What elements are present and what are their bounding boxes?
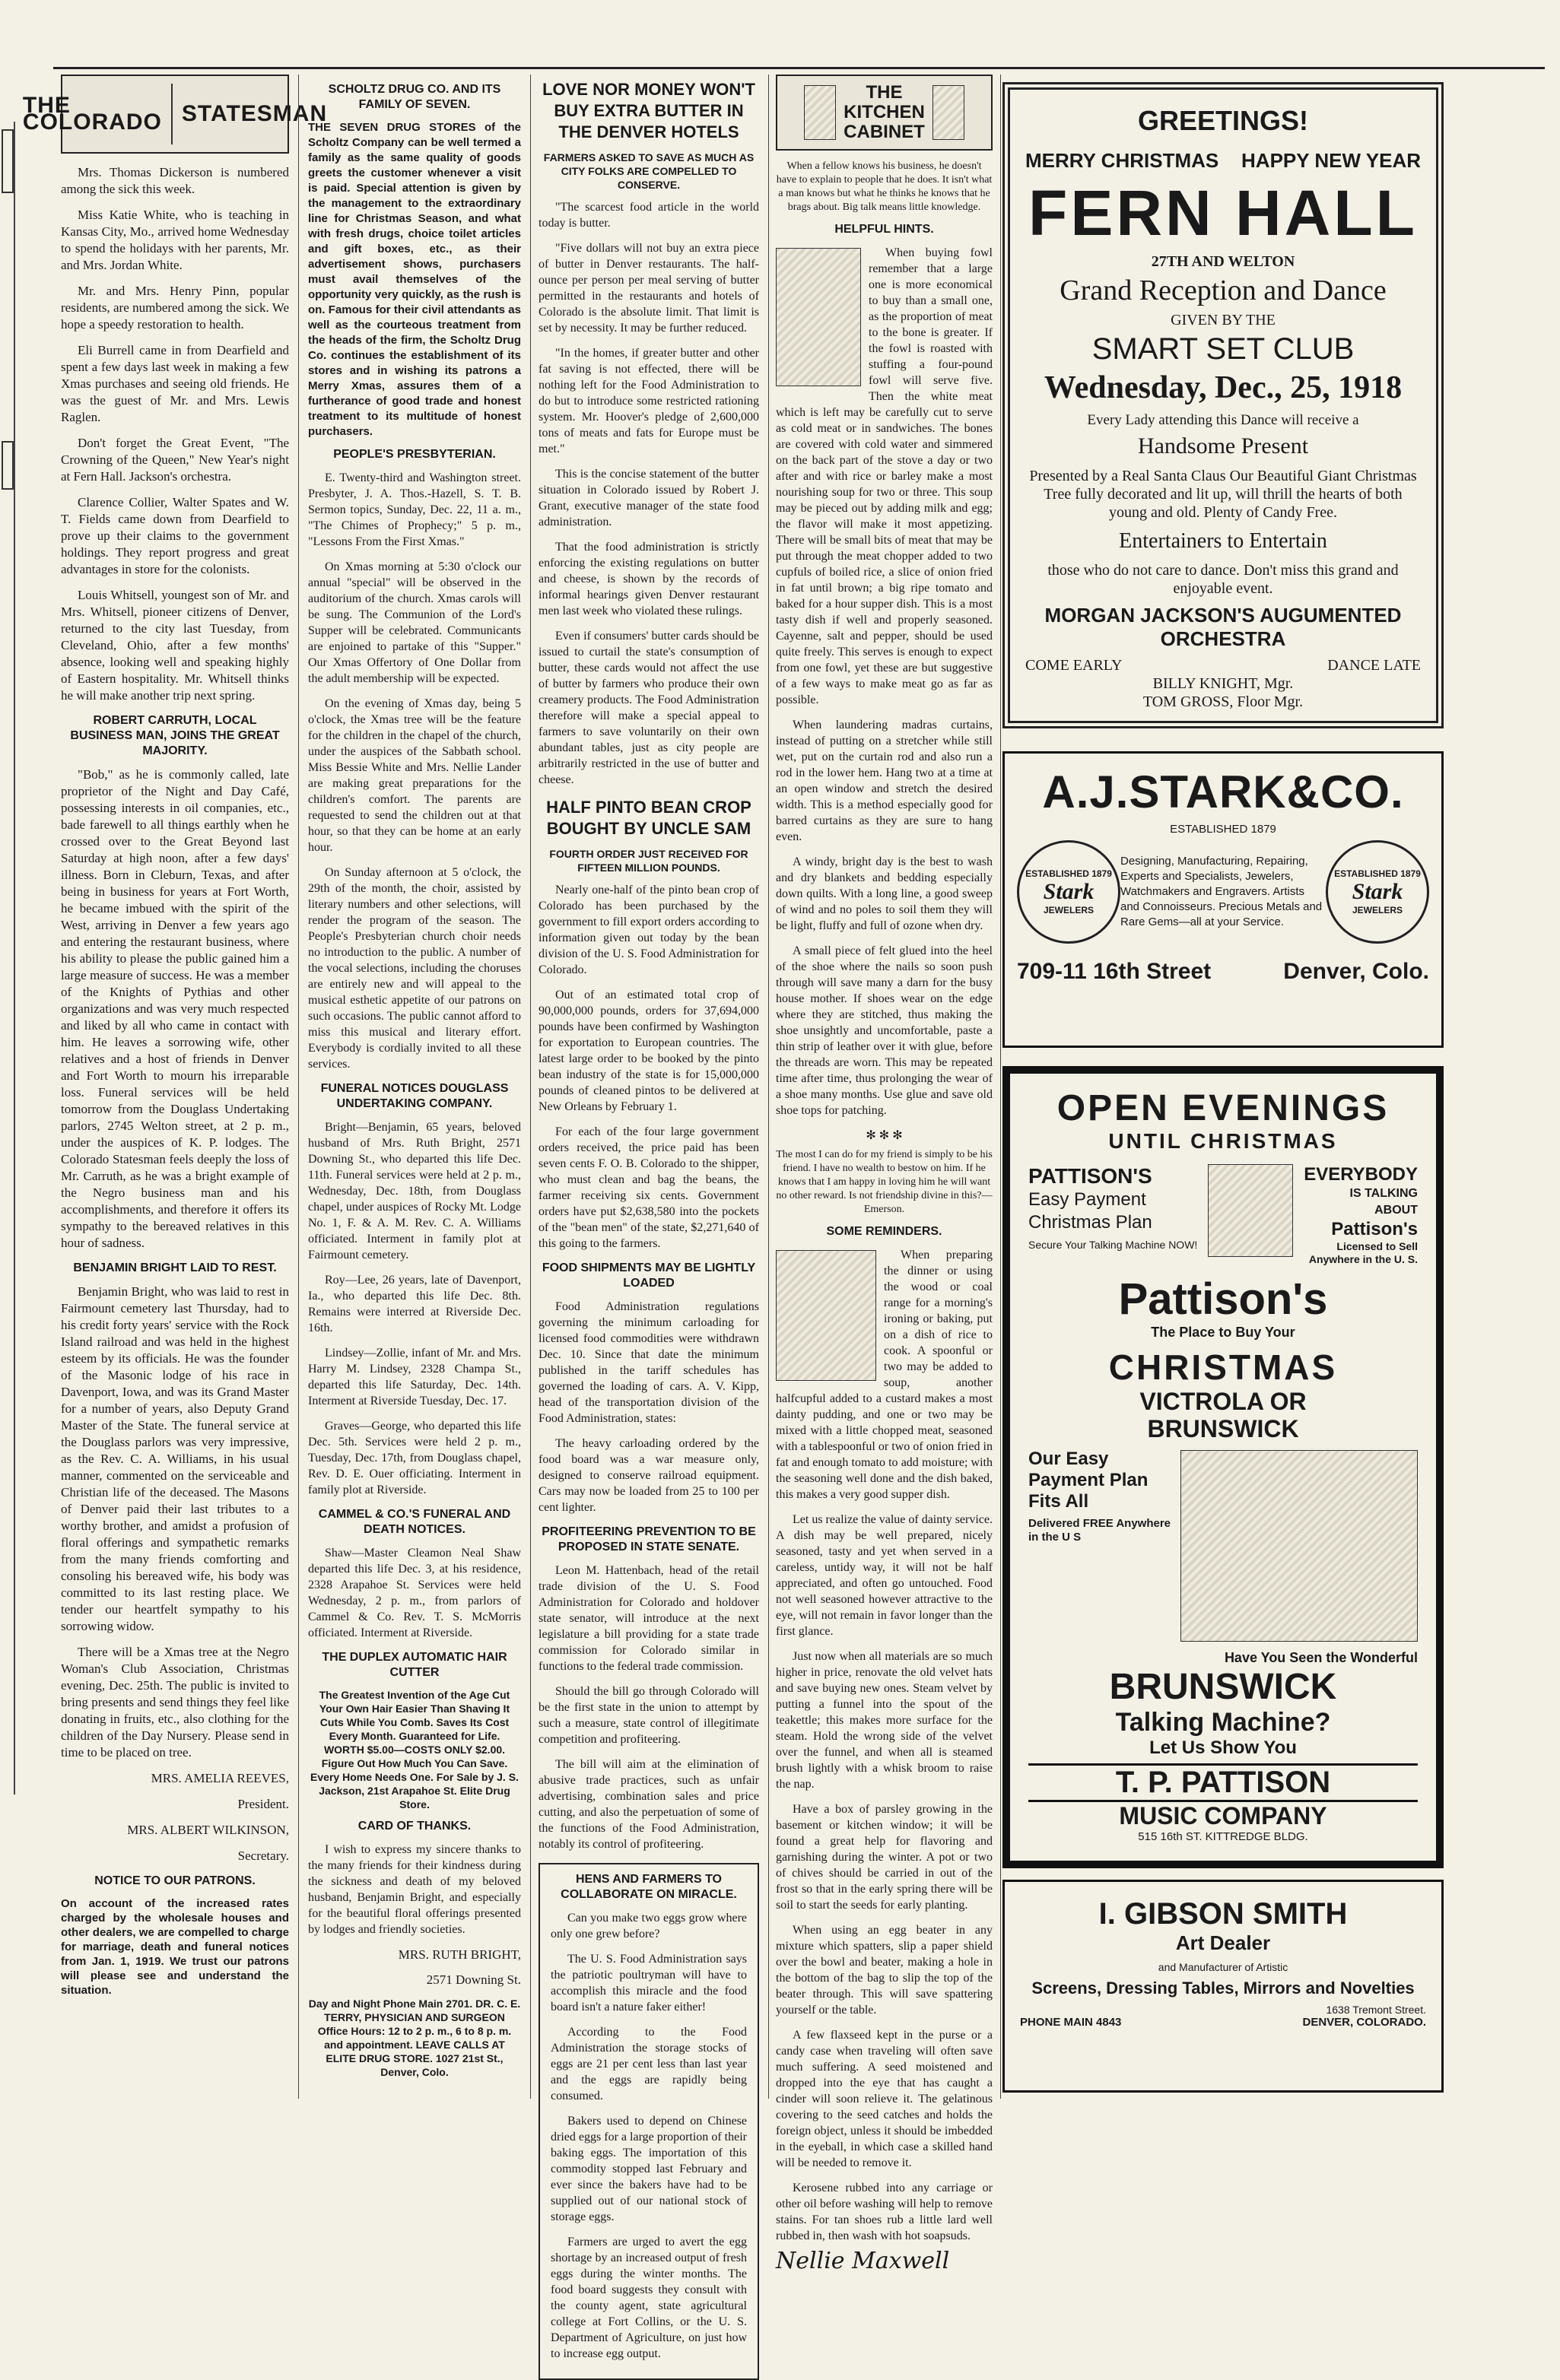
paragraph: "The scarcest food article in the world today is butter. (539, 201, 759, 230)
ad-talking-machine: Talking Machine? (1115, 1708, 1331, 1737)
paragraph: For each of the four large government orders received, the price paid has been seven cents F. O. B. Colorado to the shipper, who must clean and bag the beans, the farmer receiving six cents. Government orders have put $2,638,580 into the pockets of the "bean men" of the state, $2,271,640 of this going to the farmers. (539, 1125, 759, 1250)
ad-dance-late: DANCE LATE (1327, 657, 1421, 674)
paragraph: Lindsey—Zollie, infant of Mr. and Mrs. Harry M. Lindsey, 2328 Champa St., departed this life Saturday, Dec. 14th. Interment at Riverside Tuesday, Dec. 17. (308, 1347, 521, 1407)
ad-place: The Place to Buy Your (1151, 1325, 1295, 1340)
headline: PROFITEERING PREVENTION TO BE PROPOSED IN STATE SENATE. (542, 1525, 756, 1553)
signature-title: Secretary. (237, 1848, 289, 1863)
paragraph: Miss Katie White, who is teaching in Kansas City, Mo., arrived home Wednesday to spend the holidays with her parents, Mr. and Mrs. Jordan White. (61, 208, 289, 272)
ad-street: 1638 Tremont Street. (1326, 2004, 1426, 2016)
ad-established: ESTABLISHED 1879 (1170, 823, 1276, 836)
paragraph: "In the homes, if greater butter and other fat saving is not effected, there will be nothing left for the Food Administration to do but to introduce some restricted rationing system. Mr. Hoover's pledge of 2,600,000 tons of meats and fats for Europe must be met." (539, 347, 759, 455)
ad-tp-pattison: T. P. PATTISON (1028, 1763, 1418, 1802)
kitchen-cabinet-title: CABINET (844, 122, 925, 142)
paragraph: Have a box of parsley growing in the basement or kitchen window; it will be found a great help for flavoring and garnishing during the winter. A pot or two of chives should be carried in out of the frost so that in the early spring there will be soil to start the seeds for early planting. (776, 1803, 993, 1912)
ad-easy-plan: Our Easy Payment Plan Fits All (1028, 1449, 1149, 1512)
paragraph: When laundering madras curtains, instead of putting on a stretcher while still wet, put on the curtain rod and also run a rod in the lower hem. Hang two at a time at an open window and stretch the desired width. This is a method especially good for barred curtains as they are sure to hang even. (776, 719, 993, 843)
ad-given: GIVEN BY THE (1171, 312, 1276, 328)
author-signature: Nellie Maxwell (776, 2248, 950, 2274)
fern-hall-ad (1002, 82, 1444, 728)
ad-club: SMART SET CLUB (1091, 332, 1355, 366)
ad-greeting: GREETINGS! (1137, 105, 1308, 136)
paragraph: The bill will aim at the elimination of abusive trade practices, such as unfair advertising, combination sales and price cutting, and also the perpetuation of some of the functions of the Food Administration, notably its control of profiteering. (539, 1758, 759, 1851)
ad-entertainers: Entertainers to Entertain (1119, 529, 1327, 553)
paragraph: Louis Whitsell, youngest son of Mr. and Mrs. Whitsell, pioneer citizens of Denver, returned to the city last Tuesday, from Cleveland, Ohio, after a few months' absence, looking well and speaking highly of Eastern hospitality. Mr. Whitsell thinks he will make another trip next spring. (61, 588, 289, 703)
paragraph: When buying fowl remember that a large one is more economical to buy than a small one, as the proportion of meat to the bone is greater. If the fowl is roasted with stuffing a four-pound fowl will serve five. Then the white meat which is left may be carefully cut to serve as cold meat or in sandwiches. The bones are covered with cold water and simmered on the back part of the stove a day or two after and with rice or barley make a most nourishing soup for two or three. This soup may be pieced out by adding milk and egg; the flavor will make it most appetizing. There will be small bits of meat that may be put through the meat chopper added to two cupfuls of boiled rice, a slice of onion fried in fat until brown; a big ripe tomato and baked for a hour supper dish. This is a most tasty dish if well and properly seasoned. Cayenne, salt and pepper, should be used quite freely. This serves is enough to expect from one fowl, yet these are but suggestive of a few ways to make meat go as far as possible. (776, 246, 993, 706)
section-stars: ✻ ✻ ✻ (866, 1129, 903, 1142)
kitchen-cabinet-header (776, 75, 993, 151)
signature-address: 2571 Downing St. (426, 1972, 521, 1987)
adjacent-page-edge (0, 122, 15, 1795)
ad-merry: MERRY CHRISTMAS (1025, 149, 1219, 172)
headline: LOVE NOR MONEY WON'T BUY EXTRA BUTTER IN THE DENVER HOTELS (542, 80, 755, 141)
ad-delivered: Delivered FREE Anywhere in the U S (1028, 1517, 1171, 1544)
edge-mark (2, 129, 14, 193)
ad-address: 27TH AND WELTON (1151, 253, 1295, 270)
paragraph: E. Twenty-third and Washington street. Presbyter, J. A. Thos.-Hazell, S. T. B. Sermon topics, Sunday, Dec. 22, 11 a. m., "The Chimes of Prophecy;" 5 p. m., "Lessons From the First Xmas." (308, 471, 521, 548)
paragraph: Let us realize the value of dainty service. A dish may be well prepared, nicely seasoned, tasty and yet when served in a careless, untidy way, it will not be half appreciated, and often go untouched. Food not well seasoned however attractive to the eye, will not remain in favor longer than the first glance. (776, 1513, 993, 1638)
ad-pattisons-big: Pattison's (1118, 1274, 1328, 1324)
ad-present: Handsome Present (1137, 433, 1309, 459)
paragraph: Bright—Benjamin, 65 years, beloved husband of Mrs. Ruth Bright, 2571 Downing St., who departed this life Dec. 11th. Funeral services were held at 2 p. m., Wednesday, Dec. 18th, from Douglass chapel, under auspices of Rocky Mt. Lodge No. 1, F. & A. M. Rev. C. A. Williams officiated. Interment in family plot at Fairmount cemetery. (308, 1121, 521, 1261)
seal-top-text: ESTABLISHED 1879 (1334, 868, 1421, 879)
ad-christmas: CHRISTMAS (1108, 1347, 1338, 1387)
paragraph: Out of an estimated total crop of 90,000,000 pounds, orders for 37,694,000 pounds have been confirmed by Washington for exportation to European countries. The latest large order to be booked by the pinto bean industry of the state is for 15,000,000 pounds of cleaned pintos to be delivered at New Orleans by February 1. (539, 988, 759, 1113)
ad-street: 709-11 16th Street (1017, 959, 1212, 984)
headline: THE DUPLEX AUTOMATIC HAIR CUTTER (322, 1651, 507, 1679)
ad-text: Every Lady attending this Dance will receive a (1087, 412, 1359, 428)
signature-name: MRS. ALBERT WILKINSON, (127, 1823, 289, 1837)
ad-text: those who do not care to dance. Don't miss this grand and enjoyable event. (1047, 562, 1399, 597)
signature-name: MRS. AMELIA REEVES, (151, 1771, 289, 1785)
paragraph: Food Administration regulations governing the minimum carloading for licensed food commodities were withdrawn Dec. 10. Since that date the minimum published in the tariff schedules has governed the loading of cars. A. V. Kipp, head of the transportation division of the Food Administration, states: (539, 1300, 759, 1425)
headline: CARD OF THANKS. (357, 1820, 472, 1833)
paragraph: This is the concise statement of the butter situation in Colorado issued by Robert J. Grant, executive manager of the state food administration. (539, 468, 759, 528)
paragraph: "Bob," as he is commonly called, late proprietor of the Night and Day Café, possessing interests in oil companies, etc., bade farewell to all things earthly when he crossed over to the Great Beyond last Saturday at high noon, after a few days' illness. Born in Cleburn, Texas, and after being in business for years at Fort Worth, he became imbued with the spirit of the West, arriving in Denver a few years ago and entering the restaurant business, where his ability to please the public gained him a large measure of success. He was a member of the Knights of Pythias and other organizations and was very much respected and liked by all who came in contact with him. He leaves a sorrowing wife, other relatives and a host of friends in Denver and Fort Worth to mourn his irreparable loss. Funeral services will be held tomorrow from the Douglass Undertaking parlors, 2745 Welton street, at 2 p. m., under the auspices of K. P. lodges. The Colorado Statesman feels deeply the loss of Mr. Carruth, as he was a bright example of the Negro business man and his accomplishments, and therefore it offers its sympathy to the bereaved relatives in this hour of sadness. (61, 767, 289, 1250)
ad-let-us-show: Let Us Show You (1149, 1737, 1297, 1758)
masthead-title-left: THE COLORADO (22, 93, 162, 135)
masthead (22, 75, 328, 154)
ad-brunswick: BRUNSWICK (1147, 1415, 1299, 1442)
ad-plan: Christmas Plan (1028, 1212, 1152, 1233)
subheadline: FOURTH ORDER JUST RECEIVED FOR FIFTEEN MILLION POUNDS. (549, 848, 748, 874)
column-1 (22, 75, 328, 1998)
notice-text: On account of the increased rates charged by the wholesale houses and other dealers, we are compelled to charge for marriage, death and funeral notices from Jan. 1, 1919. We trust our patrons will please see and understand the situation. (61, 1897, 289, 1997)
pattison-ad (1002, 1066, 1444, 1868)
paragraph: The heavy carloading ordered by the food board was a war measure only, designed to conserve railroad equipment. Cars may now be loaded from 25 to 100 per cent lighter. (539, 1437, 759, 1514)
cook-illustration-icon (933, 85, 964, 140)
paragraph: The U. S. Food Administration says the patriotic poultryman will have to accomplish this miracle and the food board isn't a nature faker either! (551, 1953, 747, 2013)
ad-victrola: VICTROLA OR (1139, 1388, 1307, 1415)
paragraph: Mrs. Thomas Dickerson is numbered among the sick this week. (61, 165, 289, 196)
paragraph: Shaw—Master Cleamon Neal Shaw departed this life Dec. 3, at his residence, 2328 Arapahoe St. Services were held Wednesday, 2 p. m., from parlors of Cammel & Co. Rev. T. S. McMorris officiated. Interment at Riverside. (308, 1547, 521, 1639)
column-4 (776, 75, 993, 2274)
terry-card-text: Day and Night Phone Main 2701. DR. C. E. TERRY, PHYSICIAN AND SURGEON Office Hours: 12 to 2 p. m., 6 to 8 p. m. and appointment. LEAVE CALLS AT ELITE DRUG STORE. 1027 21st St., Denver, Colo. (308, 1998, 521, 2078)
paragraph: Can you make two eggs grow where only one grew before? (551, 1912, 747, 1940)
ad-brunswick-big: BRUNSWICK (1109, 1667, 1337, 1707)
headline: SCHOLTZ DRUG CO. AND ITS FAMILY OF SEVEN. (328, 83, 501, 111)
ad-address: 515 16th ST. KITTREDGE BLDG. (1138, 1830, 1308, 1843)
column-divider (298, 75, 299, 2099)
paragraph: Leon M. Hattenbach, head of the retail trade division of the U. S. Food Administration for Colorado and holdover state senator, will introduce at the next legislature a bill providing for a state trade commission for Colorado similar in functions to the federal trade commission. (539, 1564, 759, 1673)
paragraph: Bakers used to depend on Chinese dried eggs for a large proportion of their baking eggs. The importation of this commodity stopped last February and ever since the bakers have had to be supplied out of our national stock of storage eggs. (551, 2115, 747, 2223)
headline: SOME REMINDERS. (826, 1225, 942, 1238)
headline: ROBERT CARRUTH, LOCAL BUSINESS MAN, JOINS THE GREAT MAJORITY. (70, 714, 280, 757)
stark-seal-icon (1017, 840, 1120, 944)
paragraph: Roy—Lee, 26 years, late of Davenport, Ia., who departed this life Dec. 8th. Remains were interred at Riverside Dec. 16th. (308, 1274, 521, 1334)
paragraph: Eli Burrell came in from Dearfield and spent a few days last week in making a few Xmas purchases and seeing old friends. He was the guest of Mr. and Mrs. Lewis Raglen. (61, 343, 289, 424)
masthead-emblem-icon (171, 84, 173, 144)
headline: HENS AND FARMERS TO COLLABORATE ON MIRACLE. (561, 1873, 737, 1901)
paragraph: Even if consumers' butter cards should be issued to curtail the state's consumption of butter, these cards would not affect the use of butter by farmers who produce their own creamery products. The Food Administration therefore will make a special appeal to farmers to save voluntarily on their own abundant tables, just as city people are arbitrarily restricted in the use of butter and cheese. (539, 630, 759, 786)
seal-bottom-text: JEWELERS (1352, 905, 1403, 916)
ad-date: Wednesday, Dec., 25, 1918 (1044, 370, 1403, 405)
ad-company-name: A.J.STARK&CO. (1042, 766, 1404, 817)
stark-seal-icon (1326, 840, 1429, 944)
headline: HALF PINTO BEAN CROP BOUGHT BY UNCLE SAM (546, 798, 751, 838)
headline: PEOPLE'S PRESBYTERIAN. (333, 448, 496, 461)
headline: HELPFUL HINTS. (834, 223, 934, 236)
kitchen-cabinet-title: THE (866, 82, 903, 103)
ad-city: Denver, Colo. (1283, 959, 1429, 984)
paragraph: "Five dollars will not buy an extra piece of butter in Denver restaurants. The half-ounce per person per meal serving of butter permitted in the restaurants and hotels of Colorado is the absolute limit. That limit is set by necessity. It may be further reduced. (539, 242, 759, 335)
ad-licensed: Licensed to Sell Anywhere in the U. S. (1308, 1240, 1418, 1265)
ad-come-early: COME EARLY (1025, 657, 1123, 674)
dancers-illustration-icon (1180, 1450, 1418, 1642)
seal-mid-text: Stark (1043, 879, 1095, 904)
column-2 (308, 75, 521, 2079)
ad-phone: PHONE MAIN 4843 (1020, 2016, 1122, 2029)
ad-happy: HAPPY NEW YEAR (1241, 149, 1421, 172)
scholtz-text: THE SEVEN DRUG STORES of the Scholtz Company can be well termed a family as the same quality of goods greets the customer whenever a visit is paid. Special attention is given by the management to the extraordinary line for Christmas Season, and what with fresh drugs, choice toilet articles and gift boxes, etc., as their advertisement shows, purchasers must avail themselves of the opportunity very quickly, as the rush is on. Famous for their civil attendants as well as the courteous treatment from the heads of the firm, the Scholtz Drug Co. continues the establishment of its stores and in wishing its patrons a Merry Xmas, assures them of a furtherance of good trade and honest treatment to its multitude of honest purchasers. (308, 121, 521, 438)
gramophone-illustration-icon (1208, 1164, 1293, 1257)
headline: CAMMEL & CO.'S FUNERAL AND DEATH NOTICES. (318, 1508, 511, 1536)
headline: BENJAMIN BRIGHT LAID TO REST. (73, 1261, 277, 1274)
quote-text: When a fellow knows his business, he doesn't have to explain to people that he does. It isn't what a man knows but what he thinks he knows that he brags about. Big talk means little knowledge. (776, 160, 993, 213)
paragraph: Mr. and Mrs. Henry Pinn, popular residents, are numbered among the sick. We hope a speedy restoration to health. (61, 284, 289, 332)
stark-ad (1002, 751, 1444, 1048)
pudding-illustration-icon (776, 1250, 876, 1381)
ad-pattisons-2: Pattison's (1331, 1219, 1418, 1239)
ad-talking: IS TALKING (1349, 1187, 1418, 1200)
paragraph: A few flaxseed kept in the purse or a candy case when traveling will often save much suffering. A seed moistened and dropped into the eye that has caught a cinder will soon relieve it. The gelatinous covering to the seed catches and holds the foreign object, unless it should be imbedded in the eyeball, in which case a skilled hand will be needed to remove it. (776, 2029, 993, 2169)
kitchen-cabinet-title: KITCHEN (844, 102, 925, 122)
quote-text: The most I can do for my friend is simply to be his friend. I have no wealth to bestow on him. If he knows that I am happy in loving him he will want no other reward. Is not friendship divine in this?—Emerson. (776, 1149, 993, 1215)
hens-article-box (539, 1863, 759, 2380)
ad-manufacturer: and Manufacturer of Artistic (1158, 1961, 1288, 1973)
paragraph: Don't forget the Great Event, "The Crowning of the Queen," New Year's night at Fern Hall. Jackson's orchestra. (61, 436, 289, 484)
paragraph: When preparing the dinner or using the wood or coal range for a morning's ironing or baking, put on a dish of rice to cook. A spoonful or two may be added to soup, another halfcupful added to a custard makes a most dainty pudding, and one or two may be mixed with a little chopped meat, seasoned with a tablespoonful or two of onion fried in fat and enough tomato to add moisture; with the seasoning well done and the dish baked, this makes a very good supper dish. (776, 1249, 993, 1501)
top-rule (53, 67, 1545, 69)
paragraph: Just now when all materials are so much higher in price, renovate the old velvet hats and save buying new ones. Steam velvet by putting a funnel into the spout of the teakettle; this makes more surface for the steam. Hold the wrong side of the velvet over the funnel, and when all is steamed brush lightly with a whisk broom to raise the nap. (776, 1650, 993, 1791)
lamp-illustration-icon (804, 85, 836, 140)
ad-manager: BILLY KNIGHT, Mgr. (1152, 675, 1294, 692)
seal-bottom-text: JEWELERS (1043, 905, 1094, 916)
column-3 (539, 75, 759, 2380)
paragraph: Should the bill go through Colorado will be the first state in the union to attempt by such a measure, state control of illegitimate competition and profiteering. (539, 1685, 759, 1746)
paragraph: Clarence Collier, Walter Spates and W. T. Fields came down from Dearfield to prove up their claims to the government holdings. They report progress and great advantages in store for the colonists. (61, 495, 289, 576)
signature-title: President. (237, 1797, 289, 1811)
paragraph: According to the Food Administration the storage stocks of eggs are 21 per cent less than last year and the eggs are rapidly being consumed. (551, 2026, 747, 2102)
headline: NOTICE TO OUR PATRONS. (94, 1874, 256, 1887)
ad-orchestra: MORGAN JACKSON'S AUGUMENTED ORCHESTRA (1044, 604, 1402, 650)
column-divider (768, 75, 769, 2099)
paragraph: On Xmas morning at 5:30 o'clock our annual "special" will be observed in the auditorium of the church. Xmas carols will be sung. The Communion of the Lord's Supper will be celebrated. Communicants are enjoined to partake of this "Supper." Our Xmas Offertory of One Dollar from the adult membership will be expected. (308, 560, 521, 685)
paragraph: When using an egg beater in any mixture which spatters, slip a paper shield over the bowl and beater, making a hole in the bottom of the bag to slip the top of the beater through. This will save spattering yourself or the table. (776, 1924, 993, 2017)
ad-event: Grand Reception and Dance (1060, 274, 1387, 306)
duplex-ad-text: The Greatest Invention of the Age Cut Your Own Hair Easier Than Shaving It Cuts While You Comb. Saves Its Cost Every Month. Guaranteed for Life. WORTH $5.00—COSTS ONLY $2.00. Figure Out How Much You Can Save. Every Home Needs One. For Sale by J. S. Jackson, 21st Arapahoe St. Elite Drug Store. (310, 1689, 519, 1810)
ad-description: Designing, Manufacturing, Repairing, Experts and Specialists, Jewelers, Watchmakers and Engravers. Artists and Connoisseurs. Precious Metals and Rare Gems—all at your Service. (1120, 855, 1323, 928)
ad-text: Presented by a Real Santa Claus Our Beautiful Giant Christmas Tree fully decorated and lit up, will thrill the hearts of both young and old. Plenty of Candy Free. (1029, 468, 1417, 521)
seal-mid-text: Stark (1352, 879, 1403, 904)
ad-until: UNTIL CHRISTMAS (1108, 1129, 1338, 1153)
ad-open-evenings: OPEN EVENINGS (1056, 1088, 1390, 1128)
ad-about: ABOUT (1374, 1204, 1418, 1217)
masthead-title-right: STATESMAN (181, 101, 328, 126)
paragraph: On Sunday afternoon at 5 o'clock, the 29th of the month, the choir, assisted by literary numbers and other selections, will render the program of the season. The People's Presbyterian church choir needs no introduction to the public. A number of the vocal selections, including the choruses are entirely new and will appeal to the musical esthetic appetite of our patrons on such occasions. The public cannot afford to miss this musical and literary effort. Everybody is cordially invited to all these services. (308, 866, 521, 1071)
ad-city: DENVER, COLORADO. (1302, 2016, 1426, 2029)
signature-name: MRS. RUTH BRIGHT, (398, 1947, 521, 1962)
paragraph: A small piece of felt glued into the heel of the shoe where the nails so soon push through will save many a darn for the busy house mother. If shoes wear on the edge where they are stitched, thus making the shoe unsightly and uncomfortable, paste a thin strip of leather over it with glue, before the threads are worn. This may be repeated time after time, thus prolonging the wear of a shoe many months. Use glue and save old shoe tops for patching. (776, 944, 993, 1117)
paragraph: Graves—George, who departed this life Dec. 5th. Services were held 2 p. m., Tuesday, Dec. 17th, from Douglass chapel, Rev. D. E. Ouer officiating. Interment in family plot at Riverside. (308, 1420, 521, 1496)
ad-floor-manager: TOM GROSS, Floor Mgr. (1142, 693, 1304, 710)
column-divider (1000, 75, 1001, 2099)
paragraph: Benjamin Bright, who was laid to rest in Fairmount cemetery last Thursday, had to his credit forty years' service with the Rock Island railroad and was held in the highest esteem by its officials. He was the founder of the Masonic lodge of his race in Davenport, Iowa, and was its Grand Master for a number of years, also Deputy Grand Master of the State. The funeral service at the Douglass parlors was very impressive, as the Rev. C. A. Williams, in his usual manner, commented on the serviceable and Christian life of the deceased. The Masons of Denver paid their last tributes to a worthy brother, and amidst a profusion of floral offerings and sympathetic remarks from the many friends comforting and consoling his bereaved wife, his body was committed to its last resting place. We tender our heartfelt sympathy to his sorrowing widow. (61, 1284, 289, 1633)
gibson-smith-ad (1002, 1880, 1444, 2093)
ad-hall-name: FERN HALL (1028, 177, 1418, 249)
ad-plan: Easy Payment (1028, 1189, 1146, 1210)
edge-mark (2, 441, 14, 490)
ad-secure: Secure Your Talking Machine NOW! (1028, 1239, 1198, 1251)
ad-music-company: MUSIC COMPANY (1119, 1802, 1327, 1829)
subheadline: FARMERS ASKED TO SAVE AS MUCH AS CITY FOLKS ARE COMPELLED TO CONSERVE. (543, 151, 755, 191)
paragraph: I wish to express my sincere thanks to the many friends for their kindness during the sickness and death of my beloved husband, Benjamin Bright, and especially for the beautiful floral offerings presented by lodges and friendly societies. (308, 1843, 521, 1936)
paragraph: A windy, bright day is the best to wash and dry blankets and bedding especially down quilts. With a long line, a good sweep of wind and no poles to soil them they will be light, fluffy and full of ozone when dry. (776, 855, 993, 932)
paragraph: There will be a Xmas tree at the Negro Woman's Club Association, Christmas evening, Dec. 25th. The public is invited to bring presents and send things they feel like donating in fruits, etc., also clothing for the children of the Day Nursery. Please send in time to be placed on tree. (61, 1645, 289, 1760)
paragraph: Nearly one-half of the pinto bean crop of Colorado has been purchased by the government to fill export orders according to information given out today by the bean division of the U. S. Food Administration for Colorado. (539, 884, 759, 976)
ad-products: Screens, Dressing Tables, Mirrors and Novelties (1031, 1979, 1415, 1998)
paragraph: Farmers are urged to avert the egg shortage by an increased output of fresh eggs during the winter months. The food board suggests they consult with the county agent, state agricultural college at Fort Collins, or the U. S. Department of Agriculture, on just how to increase egg output. (551, 2236, 747, 2360)
headline: FUNERAL NOTICES DOUGLASS UNDERTAKING COMPANY. (320, 1082, 509, 1110)
ad-pattisons: PATTISON'S (1028, 1164, 1152, 1188)
ad-name: I. GIBSON SMITH (1098, 1897, 1348, 1931)
seal-top-text: ESTABLISHED 1879 (1025, 868, 1112, 879)
headline: FOOD SHIPMENTS MAY BE LIGHTLY LOADED (542, 1261, 756, 1290)
paragraph: Kerosene rubbed into any carriage or other oil before washing will help to remove stains. For tan shoes rub a little lard well rubbed in, then wash with hot soapsuds. (776, 2182, 993, 2242)
column-divider (530, 75, 531, 2099)
ad-art-dealer: Art Dealer (1175, 1931, 1271, 1954)
fowl-illustration-icon (776, 248, 861, 386)
paragraph: On the evening of Xmas day, being 5 o'clock, the Xmas tree will be the feature for the children in the chapel of the church, under the auspices of the Sabbath school. Miss Bessie White and Mrs. Nellie Lander are making great preparations for the children's comfort. The parents are requested to send the children out at that hour, so that they can be home at an early hour. (308, 697, 521, 854)
ad-everybody: EVERYBODY (1304, 1164, 1418, 1185)
paragraph: That the food administration is strictly enforcing the existing regulations on butter and cheese, is shown by the records of informal hearings given Denver restaurant men last week who violated these rulings. (539, 541, 759, 617)
ad-have-you-seen: Have You Seen the Wonderful (1224, 1650, 1418, 1665)
